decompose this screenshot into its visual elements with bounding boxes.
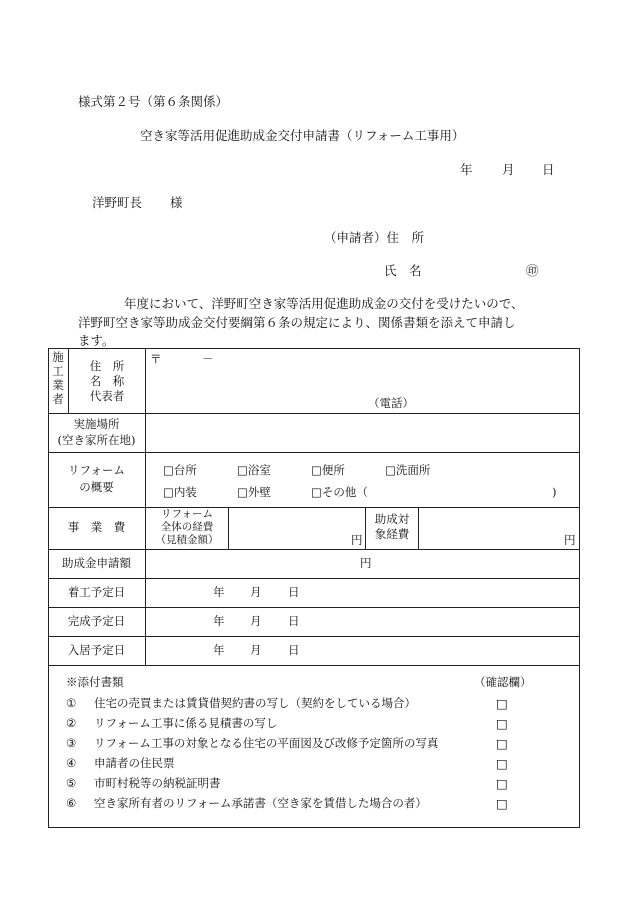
location-sublabel: (空き家所在地) (57, 433, 136, 447)
overview-label: リフォーム (68, 463, 125, 477)
form-number: 様式第２号（第６条関係） (78, 94, 229, 109)
start-date-month: 月 (250, 585, 262, 599)
checkbox-kitchen[interactable]: □台所 (163, 463, 197, 477)
completion-date-year: 年 (213, 614, 225, 628)
seal-mark: ㊞ (526, 263, 539, 278)
move-in-date-label: 入居予定日 (67, 643, 126, 657)
postal-mark: 〒 (150, 352, 162, 366)
completion-date-label: 完成予定日 (67, 614, 126, 628)
location-label: 実施場所 (73, 417, 120, 431)
intro-line-3: ます。 (78, 333, 115, 348)
date-day: 日 (542, 162, 555, 177)
contractor-phone-label: （電話） (368, 396, 414, 410)
contractor-company-label: 名 称 (89, 374, 125, 388)
checkbox-interior[interactable]: □内装 (163, 485, 197, 499)
completion-date-day: 日 (288, 614, 300, 628)
move-in-date-day: 日 (288, 643, 300, 657)
checkbox-exterior-wall[interactable]: □外壁 (237, 485, 271, 499)
move-in-date-year: 年 (213, 643, 225, 657)
move-in-date-month: 月 (250, 643, 262, 657)
overview-sublabel: の概要 (79, 480, 114, 494)
page-title: 空き家等活用促進助成金交付申請書（リフォーム工事用） (140, 128, 465, 143)
cost-yen-2: 円 (564, 533, 576, 547)
applicant-address-label: （申請者）住 所 (324, 230, 425, 245)
completion-date-month: 月 (250, 614, 262, 628)
checkbox-other[interactable]: □その他（ (311, 485, 368, 499)
date-year: 年 (460, 162, 473, 177)
cost-label: 事 業 費 (67, 520, 126, 534)
attachment-checkbox[interactable]: □ (496, 776, 508, 791)
attachments-heading: ※添付書類 (66, 675, 124, 689)
checkbox-washroom[interactable]: □洗面所 (385, 463, 431, 477)
checkbox-toilet[interactable]: □便所 (311, 463, 345, 477)
intro-line-1: 年度において、洋野町空き家等活用促進助成金の交付を受けたいので、 (124, 296, 524, 311)
contractor-address-label: 住 所 (89, 359, 125, 373)
grant-amount-label: 助成金申請額 (62, 556, 131, 570)
attachment-checkbox[interactable]: □ (496, 736, 508, 751)
grant-amount-yen: 円 (360, 556, 372, 570)
date-month: 月 (502, 162, 515, 177)
attachment-checkbox[interactable]: □ (496, 716, 508, 731)
cost-sub-line-3: （見積金額） (155, 534, 219, 546)
checkbox-bathroom[interactable]: □浴室 (237, 463, 271, 477)
start-date-label: 着工予定日 (67, 585, 126, 599)
start-date-year: 年 (213, 585, 225, 599)
addressee-honorific: 様 (170, 195, 183, 210)
applicant-name-label: 氏 名 (384, 263, 422, 278)
attachment-checkbox[interactable]: □ (496, 796, 508, 811)
contractor-representative-label: 代表者 (89, 389, 125, 403)
cost-yen-1: 円 (351, 533, 363, 547)
other-close-paren: ) (552, 485, 557, 499)
intro-line-2: 洋野町空き家等助成金交付要綱第６条の規定により、関係書類を添えて申請し (78, 315, 516, 330)
cost-sub-line-1: リフォーム (161, 508, 213, 520)
attachment-checkbox[interactable]: □ (496, 696, 508, 711)
postal-dash: － (202, 352, 214, 366)
start-date-day: 日 (288, 585, 300, 599)
check-column-heading: （確認欄） (474, 675, 532, 689)
target-cost-line-1: 助成対 (374, 512, 410, 526)
cost-sub-line-2: 全体の経費 (160, 521, 214, 533)
attachment-checkbox[interactable]: □ (496, 756, 508, 771)
addressee-name: 洋野町長 (92, 195, 143, 210)
target-cost-line-2: 象経費 (374, 527, 410, 541)
